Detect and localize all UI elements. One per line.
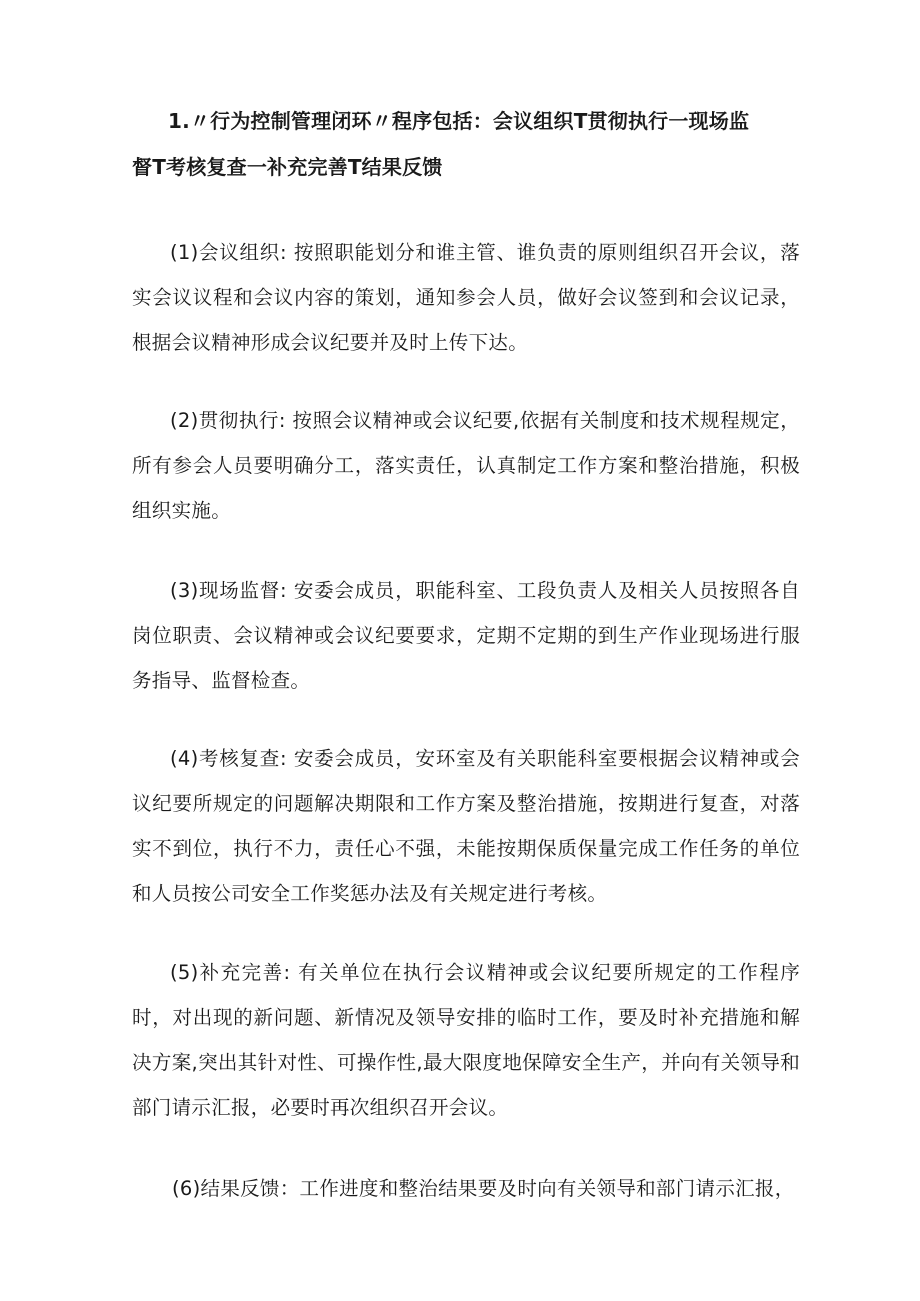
section-heading [132,98,812,190]
paragraph-meeting-organization: (1)会议组织: 按照职能划分和谁主管、谁负责的原则组织召开会议，落实会议议程和会议内容的策划，通知参会人员，做好会议签到和会议记录，根据会议精神形成会议纪要并及时上传下达。 [132,240,800,354]
paragraph-onsite-supervision: (3)现场监督: 安委会成员，职能科室、工段负责人及相关人员按照各自岗位职责、会议精神或会议纪要要求，定期不定期的到生产作业现场进行服务指导、监督检查。 [132,578,800,692]
paragraph-supplement-improve: (5)补充完善: 有关单位在执行会议精神或会议纪要所规定的工作程序时，对出现的新问题、新情况及领导安排的临时工作，要及时补充措施和解决方案,突出其针对性、可操作性,最大限度地保障安全生产，并向有关领导和部门请示汇报，必要时再次组织召开会议。 [132,960,800,1119]
heading-line-2: 督T考核复查一补充完善T结果反馈 [132,155,443,179]
paragraph-result-feedback: (6)结果反馈：工作进度和整治结果要及时向有关领导和部门请示汇报， [172,1176,795,1200]
paragraph-assessment-review: (4)考核复查: 安委会成员，安环室及有关职能科室要根据会议精神或会议纪要所规定的问题解决期限和工作方案及整治措施，按期进行复查，对落实不到位，执行不力，责任心不强，未能按期保质保量完成工作任务的单位和人员按公司安全工作奖惩办法及有关规定进行考核。 [132,746,800,905]
heading-line-1: 1.〃行为控制管理闭环〃程序包括：会议组织T贯彻执行一现场监 [168,109,750,133]
paragraph-implementation: (2)贯彻执行: 按照会议精神或会议纪要,依据有关制度和技术规程规定，所有参会人员要明确分工，落实责任，认真制定工作方案和整治措施，积极组织实施。 [132,408,800,522]
